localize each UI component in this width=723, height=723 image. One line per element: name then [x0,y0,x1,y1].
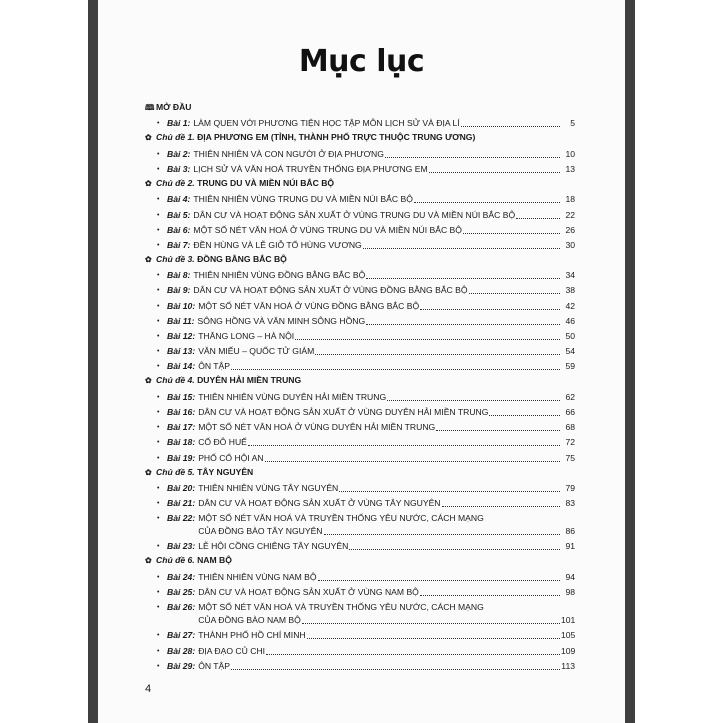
bullet-icon: • [157,150,160,158]
lesson-title: DÂN CƯ VÀ HOẠT ĐỘNG SẢN XUẤT Ở VÙNG TÂY NGUYÊN [198,498,441,509]
lesson-page: 94 [565,571,575,582]
toc-entry [145,627,575,642]
lesson-title: MỘT SỐ NÉT VĂN HOÁ Ở VÙNG ĐỒNG BẰNG BẮC BỘ [198,300,420,311]
lesson-page: 34 [565,270,575,281]
dot-leader [420,595,560,596]
lesson-title: DÂN CƯ VÀ HOẠT ĐỘNG SẢN XUẤT Ở VÙNG NAM BỘ [198,587,419,597]
dot-leader [265,461,560,462]
dot-leader [266,654,560,655]
lesson-number: Bài 25: [167,587,196,597]
toc-entry [145,525,575,538]
lesson-page: 101 [561,615,576,626]
page-title: Mục lục [298,44,425,79]
lesson-number: Bài 29: [167,660,196,671]
bullet-icon: • [157,287,160,295]
section-label: MỞ ĐẦU [156,102,192,112]
flower-icon: ✿ [145,178,152,188]
lesson-title: LỄ HỘI CỒNG CHIÊNG TÂY NGUYÊN [198,541,349,552]
section-label: ĐỒNG BẰNG BẮC BỘ [197,253,287,264]
lesson-page: 5 [570,118,575,129]
lesson-number: Bài 14: [167,361,196,372]
toc-entry [145,191,575,206]
toc-entry [145,282,575,297]
dot-leader [387,400,560,401]
lesson-page: 42 [565,300,575,311]
lesson-number: Bài 5: [167,209,191,220]
toc-entry [145,495,575,510]
bullet-icon: • [157,241,160,249]
dot-leader [318,580,560,581]
bullet-icon: • [157,272,160,280]
lesson-title: THĂNG LONG – HÀ NỘI [198,331,295,341]
lesson-title: THIÊN NHIÊN VÙNG TRUNG DU VÀ MIỀN NÚI BẮC BỘ [193,194,413,205]
toc-entry [145,584,575,599]
lesson-page: 83 [565,498,575,509]
lesson-title: PHỐ CỔ HỘI AN [198,452,264,463]
lesson-page: 10 [565,148,575,159]
toc-entry [145,658,575,673]
lesson-number: Bài 26: [167,602,196,613]
lesson-page: 22 [565,209,575,220]
dot-leader [414,202,560,203]
dot-leader [307,638,560,639]
lesson-title: THIÊN NHIÊN VÙNG NAM BỘ [198,571,317,582]
lesson-number: Bài 17: [167,422,196,433]
page-edge-right [625,0,635,723]
lesson-page: 109 [561,645,576,656]
lesson-title: ÔN TẬP [198,660,231,671]
lesson-number: Bài 24: [167,571,196,582]
lesson-page: 26 [565,224,575,235]
lesson-page: 62 [565,391,575,402]
lesson-number: Bài 11: [167,315,195,326]
lesson-page: 18 [565,194,575,205]
lesson-page: 72 [565,437,575,448]
lesson-number: Bài 22: [167,513,196,524]
dot-leader [461,126,560,127]
lesson-title: MỘT SỐ NÉT VĂN HOÁ VÀ TRUYỀN THỐNG YÊU NƯỚC, CÁCH MẠNG [198,602,484,613]
toc-entry [145,614,575,627]
lesson-number: Bài 10: [167,300,196,311]
toc-entry [145,297,575,312]
section-heading [145,465,575,480]
lesson-number: Bài 8: [167,270,191,281]
toc-entry [145,206,575,221]
section-heading [145,373,575,388]
bullet-icon: • [157,348,160,356]
toc-entry [145,510,575,525]
toc-entry [145,569,575,584]
bullet-icon: • [157,454,160,462]
bullet-icon: • [157,424,160,432]
lesson-title: THIÊN NHIÊN VÙNG DUYÊN HẢI MIỀN TRUNG [198,391,387,402]
section-heading [145,252,575,267]
bullet-icon: • [157,662,160,670]
section-heading [145,130,575,145]
bullet-icon: • [157,543,160,551]
lesson-page: 91 [565,541,575,552]
page-edge-left [88,0,98,723]
lesson-number: Bài 2: [167,148,191,159]
toc-entry [145,538,575,553]
section-prefix: Chủ đề 2. [156,177,195,188]
lesson-page: 86 [565,526,575,537]
bullet-icon: • [157,573,160,581]
lesson-title: MỘT SỐ NÉT VĂN HOÁ VÀ TRUYỀN THỐNG YÊU NƯỚC, CÁCH MẠNG [198,513,484,524]
bullet-icon: • [157,226,160,234]
lesson-number: Bài 12: [167,331,196,341]
lesson-title: MỘT SỐ NÉT VĂN HOÁ Ở VÙNG TRUNG DU VÀ MIỀN NÚI BẮC BỘ [193,224,462,235]
table-of-contents [145,100,575,673]
toc-entry [145,222,575,237]
dot-leader [349,549,560,550]
dot-leader [231,669,560,670]
toc-entry [145,146,575,161]
toc-entry [145,237,575,252]
bullet-icon: • [157,302,160,310]
toc-entry [145,599,575,614]
lesson-title: ĐỀN HÙNG VÀ LỄ GIỖ TỔ HÙNG VƯƠNG [193,239,362,250]
dot-leader [366,278,560,279]
section-heading [145,100,575,115]
toc-entry [145,642,575,657]
lesson-title: ĐỊA ĐẠO CỦ CHI [198,645,266,656]
lesson-title: THÀNH PHỐ HỒ CHÍ MINH [198,630,306,641]
book-page [98,0,625,723]
book-icon: 🕮 [145,103,155,112]
lesson-page: 79 [565,482,575,493]
dot-leader [442,506,560,507]
section-prefix: Chủ đề 1. [156,132,195,143]
lesson-title: LÀM QUEN VỚI PHƯƠNG TIỆN HỌC TẬP MÔN LỊCH SỬ VÀ ĐỊA LÍ [193,118,460,129]
lesson-number: Bài 15: [167,391,196,402]
bullet-icon: • [157,632,160,640]
dot-leader [295,339,560,340]
toc-entry [145,313,575,328]
dot-leader [366,324,560,325]
lesson-title: ÔN TẬP [198,361,231,372]
flower-icon: ✿ [145,254,152,264]
bullet-icon: • [157,333,160,340]
page-number: 4 [145,683,152,695]
bullet-icon: • [157,165,160,173]
lesson-page: 105 [561,630,576,641]
dot-leader [489,415,560,416]
toc-entry [145,449,575,464]
section-prefix: Chủ đề 3. [156,253,195,264]
toc-entry [145,115,575,130]
bullet-icon: • [157,604,160,612]
lesson-number: Bài 3: [167,163,191,174]
lesson-page: 13 [565,163,575,174]
dot-leader [429,172,560,173]
bullet-icon: • [157,589,160,596]
dot-leader [231,369,560,370]
flower-icon: ✿ [145,133,152,143]
lesson-title: LỊCH SỬ VÀ VĂN HOÁ TRUYỀN THỐNG ĐỊA PHƯƠNG EM [193,163,428,174]
lesson-page: 54 [565,346,575,357]
lesson-title: VĂN MIẾU – QUỐC TỬ GIÁM [198,346,315,357]
flower-icon: ✿ [145,556,152,566]
toc-entry [145,328,575,343]
bullet-icon: • [157,484,160,492]
dot-leader [248,445,560,446]
bullet-icon: • [157,439,160,447]
lesson-title: MỘT SỐ NÉT VĂN HOÁ Ở VÙNG DUYÊN HẢI MIỀN TRUNG [198,422,436,433]
lesson-number: Bài 7: [167,239,191,250]
lesson-page: 46 [565,315,575,326]
dot-leader [385,157,560,158]
dot-leader [516,218,560,219]
bullet-icon: • [157,120,160,128]
section-heading [145,553,575,568]
lesson-number: Bài 23: [167,541,196,552]
lesson-title: SÔNG HỒNG VÀ VĂN MINH SÔNG HỒNG [197,315,366,326]
lesson-number: Bài 1: [167,118,191,129]
toc-entry [145,161,575,176]
lesson-title: THIÊN NHIÊN VÀ CON NGƯỜI Ở ĐỊA PHƯƠNG [193,148,384,159]
lesson-page: 66 [565,406,575,417]
toc-entry [145,404,575,419]
section-prefix: Chủ đề 5. [156,466,195,477]
toc-entry [145,434,575,449]
lesson-number: Bài 21: [167,498,196,509]
dot-leader [315,354,560,355]
lesson-title: CỦA ĐỒNG BÀO TÂY NGUYÊN [198,526,323,537]
lesson-number: Bài 20: [167,482,196,493]
section-heading [145,176,575,191]
dot-leader [436,430,560,431]
toc-entry [145,267,575,282]
bullet-icon: • [157,363,160,371]
section-prefix: Chủ đề 4. [156,375,195,386]
lesson-title: DÂN CƯ VÀ HOẠT ĐỘNG SẢN XUẤT Ở VÙNG TRUNG DU VÀ MIỀN NÚI BẮC BỘ [193,209,516,220]
lesson-number: Bài 27: [167,630,196,641]
lesson-title: THIÊN NHIÊN VÙNG TÂY NGUYÊN [198,482,339,493]
toc-entry [145,343,575,358]
section-label: ĐỊA PHƯƠNG EM (TỈNH, THÀNH PHỐ TRỰC THUỘC TRUNG ƯƠNG) [197,132,476,143]
lesson-title: CỐ ĐÔ HUẾ [198,437,247,448]
dot-leader [302,623,560,624]
bullet-icon: • [157,317,160,325]
bullet-icon: • [157,211,160,219]
lesson-page: 38 [565,285,575,296]
lesson-number: Bài 16: [167,406,196,417]
lesson-page: 59 [565,361,575,372]
lesson-title: DÂN CƯ VÀ HOẠT ĐỘNG SẢN XUẤT Ở VÙNG ĐỒNG BẰNG BẮC BỘ [193,285,468,296]
lesson-title: CỦA ĐỒNG BÀO NAM BỘ [198,615,301,626]
lesson-number: Bài 9: [167,285,191,296]
lesson-title: DÂN CƯ VÀ HOẠT ĐỘNG SẢN XUẤT Ở VÙNG DUYÊN HẢI MIỀN TRUNG [198,406,489,417]
bullet-icon: • [157,647,160,655]
section-label: TRUNG DU VÀ MIỀN NÚI BẮC BỘ [197,177,335,188]
lesson-number: Bài 4: [167,194,191,205]
lesson-page: 75 [565,452,575,463]
dot-leader [469,293,560,294]
section-prefix: Chủ đề 6. [156,555,195,566]
lesson-page: 98 [565,587,575,597]
lesson-title: THIÊN NHIÊN VÙNG ĐỒNG BẰNG BẮC BỘ [193,270,366,281]
dot-leader [324,534,560,535]
dot-leader [339,491,560,492]
section-label: NAM BỘ [197,555,232,566]
lesson-number: Bài 13: [167,346,196,357]
flower-icon: ✿ [145,467,152,477]
toc-entry [145,389,575,404]
toc-entry [145,358,575,373]
toc-entry [145,419,575,434]
bullet-icon: • [157,393,160,401]
lesson-number: Bài 19: [167,452,196,463]
lesson-page: 113 [561,660,575,671]
dot-leader [420,309,560,310]
bullet-icon: • [157,196,160,204]
bullet-icon: • [157,500,160,508]
flower-icon: ✿ [145,376,152,386]
lesson-page: 30 [565,239,575,250]
dot-leader [363,248,560,249]
bullet-icon: • [157,515,160,523]
lesson-page: 68 [565,422,575,433]
dot-leader [463,233,560,234]
lesson-number: Bài 6: [167,224,191,235]
bullet-icon: • [157,408,160,416]
section-label: TÂY NGUYÊN [197,466,254,477]
lesson-number: Bài 28: [167,645,196,656]
lesson-page: 50 [565,331,575,341]
lesson-number: Bài 18: [167,437,196,448]
toc-entry [145,480,575,495]
section-label: DUYÊN HẢI MIỀN TRUNG [197,375,302,386]
